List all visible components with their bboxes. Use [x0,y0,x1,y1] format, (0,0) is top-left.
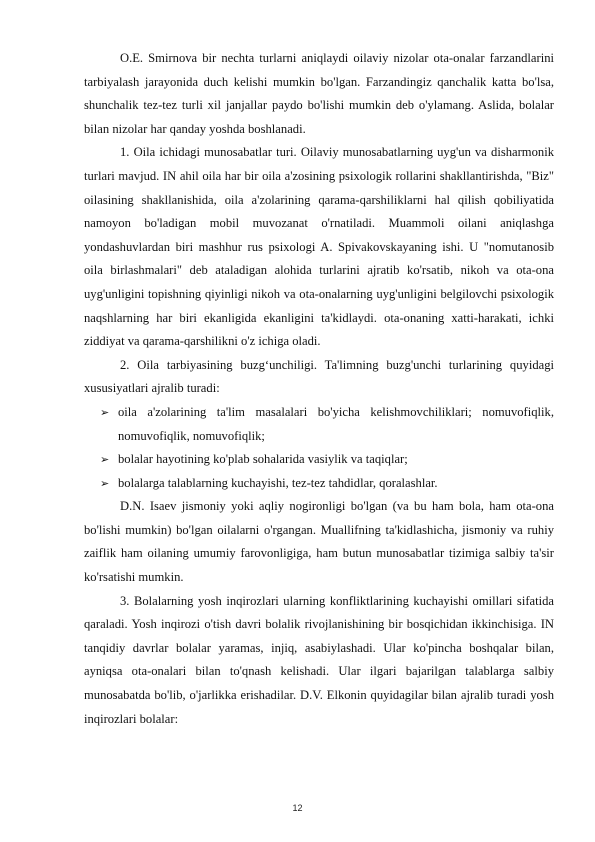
page-content [84,47,554,731]
paragraph-age-crises: 3. Bolalarning yosh inqirozlari ularning konfliktlarining kuchayishi omillari sifatida qaraladi. Yosh inqirozi o'tish davri bolalik rivojlanishining bir bosqichidan ikkinchisiga. IN tanqidiy davrlar bolalar yaramas, injiq, asabiylashadi. Ular ko'pincha boshqalar bilan, ayniqsa ota-onalari bilan to'qnash kelishadi. Ular ilgari bajarilgan talablarga salbiy munosabatda bo'lib, o'jarlikka erishadilar. D.V. Elkonin quyidagilar bilan ajralib turadi yosh inqirozlari bolalar: [84,593,554,726]
list-item [84,448,554,472]
list-item [84,401,554,448]
bullet-list [84,401,554,495]
list-item-text: oila a'zolarining ta'lim masalalari bo'yicha kelishmovchiliklari; nomuvofiqlik, nomuvofiqlik, nomuvofiqlik; [118,404,554,443]
arrowhead-bullet-icon: ➢ [100,453,110,467]
arrowhead-bullet-icon: ➢ [100,476,110,490]
paragraph-isaev: D.N. Isaev jismoniy yoki aqliy nogironligi bo'lgan (va bu ham bola, ham ota-ona bo'lishi mumkin) bo'lgan oilalarni o'rgangan. Muallifning ta'kidlashicha, jismoniy va ruhiy zaiflik ham oilaning umumiy farovonligiga, ham butun munosabatlar tizimiga salbiy ta'sir ko'rsatishi mumkin. [84,499,554,585]
page-number: 12 [292,803,303,813]
paragraph-intro-smirnova: O.E. Smirnova bir nechta turlarni aniqlaydi oilaviy nizolar ota-onalar farzandlarini tarbiyalash jarayonida duch kelishi mumkin bo'lgan. Farzandingiz qanchalik katta bo'lsa, shunchalik tez-tez turli xil janjallar paydo bo'lishi mumkin deb o'ylamang. Aslida, bolalar bilan nizolar har qanday yoshda boshlanadi. [84,51,554,136]
arrowhead-bullet-icon: ➢ [100,405,110,419]
paragraph-family-relations: 1. Oila ichidagi munosabatlar turi. Oilaviy munosabatlarning uyg'un va disharmonik turlari mavjud. IN ahil oila har bir oila a'zosining psixologik rollarini shakllantirishda, "Biz" oilasining shakllanishida, oila a'zolarining qarama-qarshiliklarni hal qilish qobiliyatida namoyon bo'ladigan mobil muvozanat o'rnatiladi. Muammoli oilani aniqlashga yondashuvlardan biri mashhur rus psixologi A. Spivakovskayaning ishi. U "nomutanosib oila birlashmalari" deb ataladigan alohida turlarini ajratib ko'rsatib, nikoh va ota-ona uyg'unligini topishning qiyinligi nikoh va ota-onalarning uyg'unligini belgilovchi psixologik naqshlarning har biri ekanligida ekanligini ta'kidlaydi. ota-onaning xatti-harakati, ichki ziddiyat va qarama-qarshilikni o'z ichiga oladi. [84,145,554,349]
list-item-text: bolalar hayotining ko'plab sohalarida vasiylik va taqiqlar; [118,452,408,467]
list-item [84,472,554,496]
list-item-text: bolalarga talablarning kuchayishi, tez-tez tahdidlar, qoralashlar. [118,475,438,490]
paragraph-upbringing-destructiveness: 2. Oila tarbiyasining buzg‘unchiligi. Ta'limning buzg'unchi turlarining quyidagi xususiyatlari ajralib turadi: [84,357,554,396]
